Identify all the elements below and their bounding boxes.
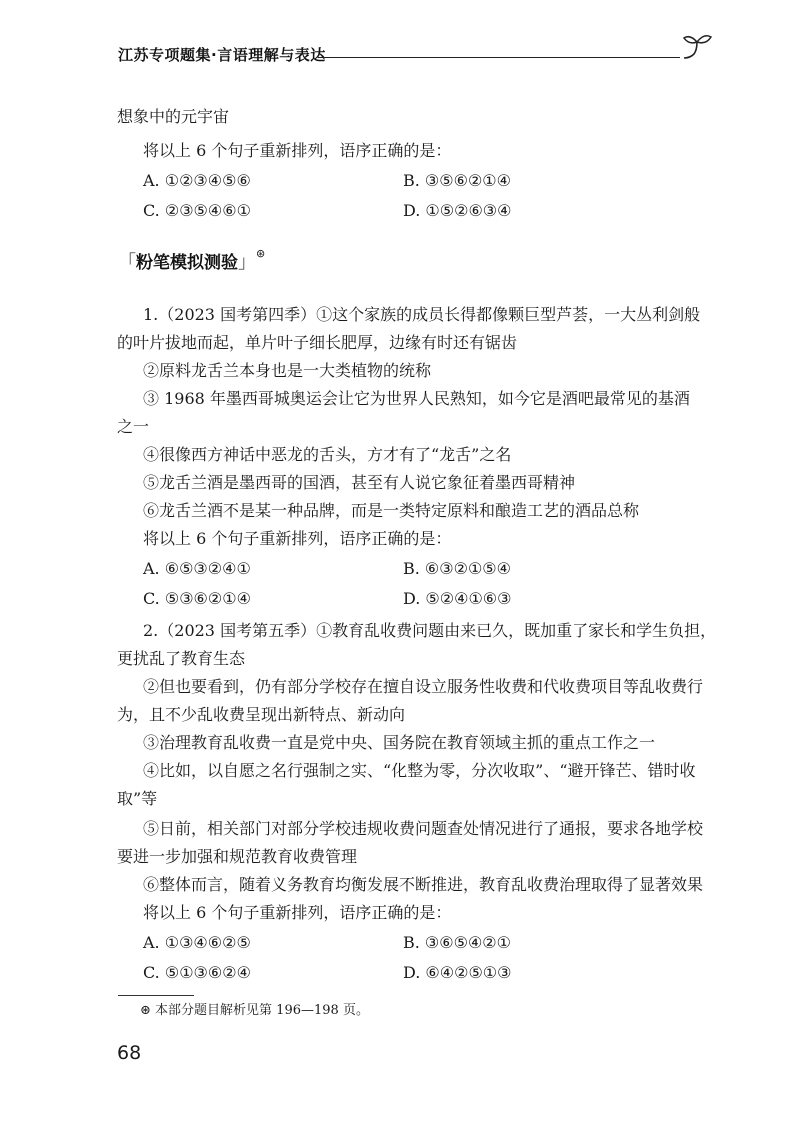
- intro-prompt: 将以上 6 个句子重新排列，语序正确的是：: [143, 141, 452, 160]
- q2-prompt: 将以上 6 个句子重新排列，语序正确的是：: [143, 903, 452, 922]
- footnote-ref-icon: ⊛: [256, 247, 266, 261]
- q2-line-1: 2.（2023 国考第五季）①教育乱收费问题由来已久，既加重了家长和学生负担，: [143, 621, 717, 640]
- intro-tail: 想象中的元宇宙: [117, 107, 230, 126]
- q1-line-6: ④很像西方神话中恶龙的舌头，方才有了“龙舌”之名: [143, 445, 512, 464]
- q1-option-c: C. ⑤③⑥②①④: [143, 589, 251, 608]
- q1-line-5: 之一: [117, 417, 150, 436]
- q1-prompt: 将以上 6 个句子重新排列，语序正确的是：: [143, 529, 452, 548]
- q2-line-10: ⑥整体而言，随着义务教育均衡发展不断推进，教育乱收费治理取得了显著效果: [143, 875, 704, 894]
- q1-option-a: A. ⑥⑤③②④①: [143, 559, 251, 578]
- q2-line-5: ③治理教育乱收费一直是党中央、国务院在教育领域主抓的重点工作之一: [143, 733, 656, 752]
- q2-option-a: A. ①③④⑥②⑤: [143, 933, 251, 952]
- q2-line-2: 更扰乱了教育生态: [117, 649, 246, 668]
- q1-line-3: ②原料龙舌兰本身也是一大类植物的统称: [143, 361, 432, 380]
- section-title: [118, 248, 265, 274]
- q2-option-c: C. ⑤①③⑥②④: [143, 963, 251, 982]
- section-title-text: 粉笔模拟测验: [136, 253, 238, 273]
- footnote-rule: [118, 995, 194, 996]
- page-number: 68: [117, 1042, 142, 1064]
- q2-line-3: ②但也要看到，仍有部分学校存在擅自设立服务性收费和代收费项目等乱收费行: [143, 677, 704, 696]
- intro-option-b: B. ③⑤⑥②①④: [403, 171, 511, 190]
- footnote-text: 本部分题目解析见第 196—198 页。: [155, 1003, 369, 1018]
- q2-option-b: B. ③⑥⑤④②①: [403, 933, 511, 952]
- q1-line-2: 的叶片拔地而起，单片叶子细长肥厚，边缘有时还有锯齿: [117, 333, 518, 352]
- header-rule: [318, 57, 680, 58]
- q2-line-4: 为，且不少乱收费呈现出新特点、新动向: [117, 705, 406, 724]
- section-close-bracket: 」: [238, 252, 256, 273]
- q1-line-4: ③ 1968 年墨西哥城奥运会让它为世界人民熟知，如今它是酒吧最常见的基酒: [143, 389, 690, 408]
- q2-line-8: ⑤日前，相关部门对部分学校违规收费问题查处情况进行了通报，要求各地学校: [143, 819, 704, 838]
- sprout-icon: [680, 32, 714, 62]
- footnote: [140, 1002, 369, 1020]
- intro-option-a: A. ①②③④⑤⑥: [143, 171, 251, 190]
- section-open-bracket: 「: [118, 252, 136, 273]
- q1-line-7: ⑤龙舌兰酒是墨西哥的国酒，甚至有人说它象征着墨西哥精神: [143, 473, 576, 492]
- intro-option-d: D. ①⑤②⑥③④: [403, 201, 512, 220]
- intro-option-c: C. ②③⑤④⑥①: [143, 201, 251, 220]
- running-header: 江苏专项题集·言语理解与表达: [118, 46, 326, 64]
- q2-option-d: D. ⑥④②⑤①③: [403, 963, 512, 982]
- q2-line-9: 要进一步加强和规范教育收费管理: [117, 847, 358, 866]
- footnote-mark-icon: ⊛: [140, 1003, 151, 1018]
- q2-line-7: 取”等: [117, 789, 158, 808]
- q1-option-d: D. ⑤②④①⑥③: [403, 589, 512, 608]
- q1-line-1: 1.（2023 国考第四季）①这个家族的成员长得都像颗巨型芦荟，一大丛利剑般: [143, 305, 701, 324]
- q2-line-6: ④比如，以自愿之名行强制之实、“化整为零，分次收取”、“避开锋芒、错时收: [143, 761, 696, 780]
- q1-line-8: ⑥龙舌兰酒不是某一种品牌，而是一类特定原料和酿造工艺的酒品总称: [143, 501, 640, 520]
- q1-option-b: B. ⑥③②①⑤④: [403, 559, 511, 578]
